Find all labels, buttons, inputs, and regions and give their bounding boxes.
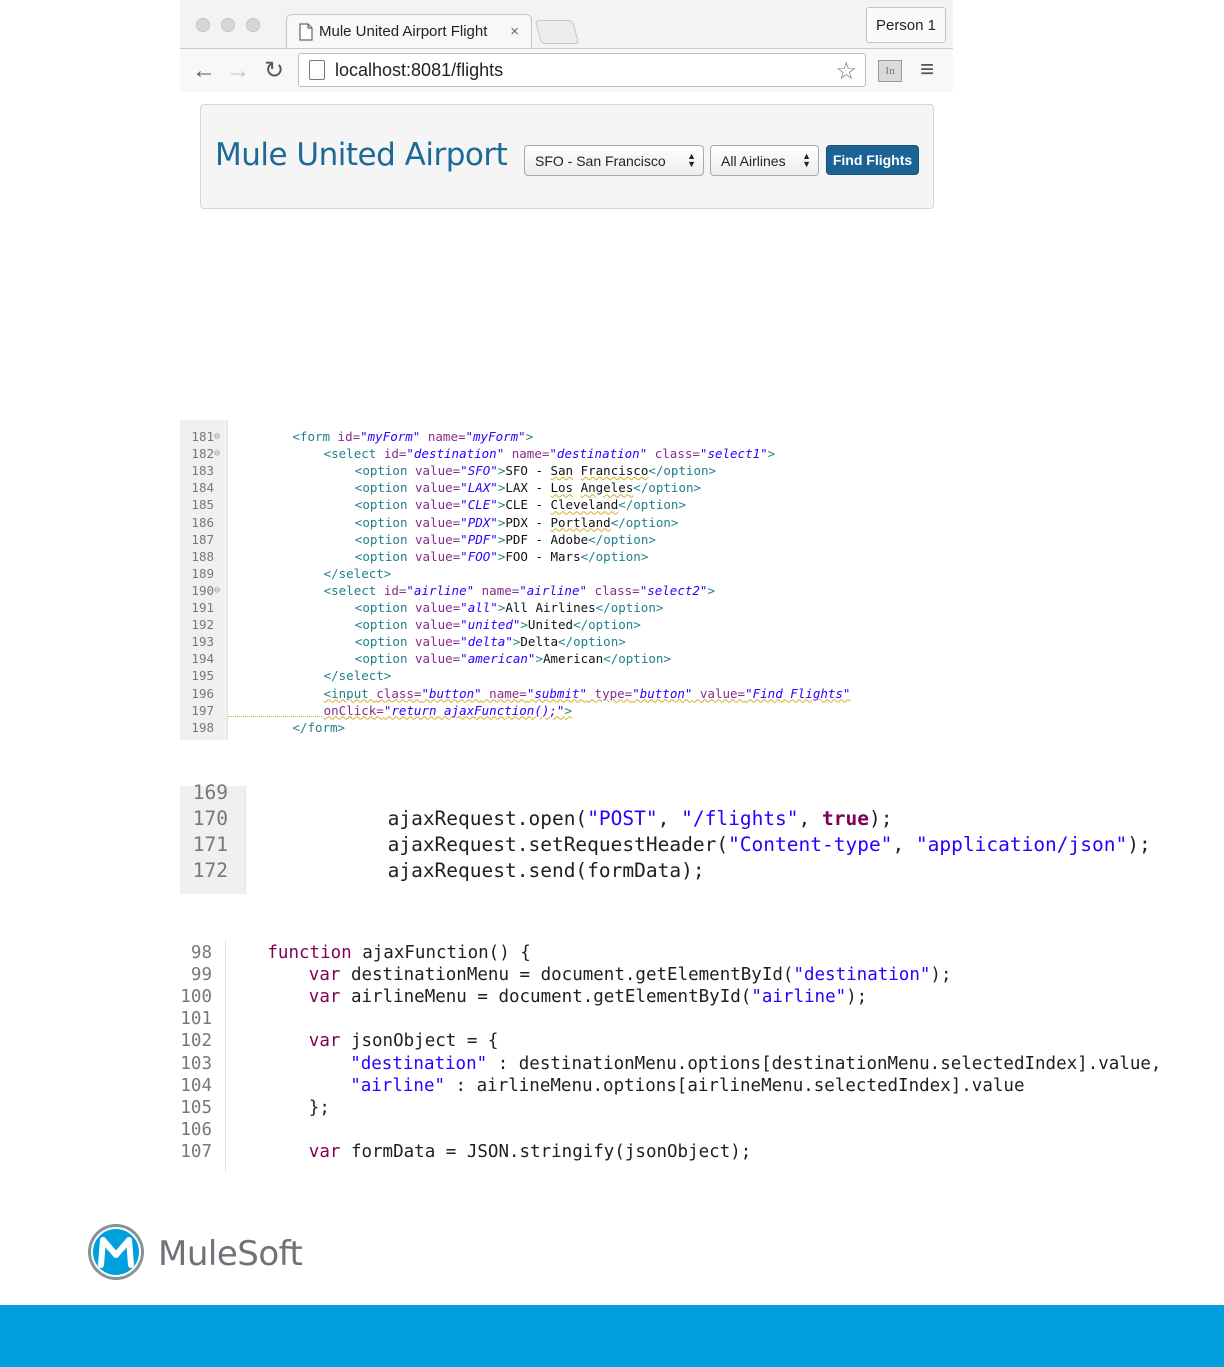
code-token: "POST" <box>587 807 658 830</box>
code-token: </select> <box>323 668 392 684</box>
code-token: </option> <box>573 617 641 633</box>
code-token: Cleveland <box>550 497 619 513</box>
code-token: </option> <box>633 480 702 496</box>
code-token: id= <box>337 429 361 444</box>
code-token: "american" <box>460 651 536 667</box>
code-token: name= <box>504 446 550 462</box>
code-token: "select2" <box>639 582 708 598</box>
line-number: 171 <box>192 833 228 856</box>
code-token: : destinationMenu.options[destinationMenu.selectedIndex].value, <box>487 1053 1162 1074</box>
hamburger-menu-icon[interactable]: ≡ <box>920 56 935 83</box>
code-token: class= <box>647 446 700 462</box>
fold-toggle-icon[interactable]: ⊖ <box>214 431 221 442</box>
code-text <box>230 548 648 565</box>
footer-bar <box>0 1305 1224 1367</box>
close-tab-icon[interactable]: × <box>510 23 519 40</box>
code-token: </form> <box>292 719 346 735</box>
code-token: > <box>767 446 776 462</box>
code-text <box>230 462 716 479</box>
code-token: <select <box>323 582 384 598</box>
page-icon <box>299 23 313 41</box>
fold-toggle-icon[interactable]: ⊖ <box>214 584 221 596</box>
line-number: 196 <box>191 685 214 701</box>
code-token: </option> <box>588 531 656 547</box>
code-token: "Content-type" <box>728 833 893 856</box>
line-number: 191 <box>191 600 214 615</box>
code-token: <option <box>354 634 416 650</box>
code-token: <option <box>354 600 416 615</box>
code-text <box>226 1030 498 1052</box>
address-bar[interactable] <box>298 53 866 87</box>
line-number: 185 <box>191 497 214 513</box>
line-number: 102 <box>180 1031 212 1052</box>
code-text <box>226 986 867 1008</box>
code-token: destinationMenu = document.getElementById( <box>340 965 794 986</box>
code-token: <option <box>354 531 416 547</box>
code-token: ajaxFunction() { <box>351 943 531 963</box>
code-token <box>573 480 581 495</box>
html-code-snippet <box>180 420 900 740</box>
code-token: > <box>520 617 528 633</box>
line-number: 99 <box>190 965 212 986</box>
code-token: "all" <box>460 600 498 615</box>
code-token: > <box>525 429 534 444</box>
code-token: <option <box>354 514 416 530</box>
select-arrows-icon: ▲ ▼ <box>687 151 696 169</box>
code-token: Angeles <box>580 480 634 496</box>
code-token: ajaxRequest.send(formData); <box>387 859 705 882</box>
line-number: 198 <box>191 719 214 735</box>
code-text <box>230 445 775 462</box>
code-text <box>226 964 952 986</box>
code-token: <select <box>323 446 384 462</box>
code-token: ajaxRequest.open( <box>387 807 588 830</box>
code-text <box>230 565 391 582</box>
code-token: formData = JSON.stringify(jsonObject); <box>340 1141 752 1162</box>
code-token: ); <box>930 965 952 986</box>
fold-toggle-icon[interactable]: ⊖ <box>214 448 221 460</box>
code-token: airlineMenu = document.getElementById( <box>340 987 752 1008</box>
close-window-icon[interactable] <box>196 18 210 32</box>
code-token: "button" <box>632 685 693 701</box>
reload-icon[interactable]: ↻ <box>264 57 285 84</box>
code-token: value= <box>415 531 461 547</box>
browser-window <box>180 0 953 92</box>
code-token: Portland <box>550 514 611 530</box>
line-number: 104 <box>180 1075 212 1096</box>
code-token: </option> <box>610 514 679 530</box>
minimize-window-icon[interactable] <box>221 18 235 32</box>
code-token: "SFO" <box>460 463 498 479</box>
line-number: 183 <box>191 463 214 479</box>
code-token: ajaxRequest.setRequestHeader( <box>387 833 729 856</box>
code-token: > <box>707 582 715 598</box>
code-token: PDX - <box>505 514 551 530</box>
line-number: 106 <box>180 1119 212 1140</box>
code-token: , <box>892 833 916 856</box>
code-token: "PDF" <box>460 531 498 547</box>
code-token: jsonObject = { <box>340 1031 499 1052</box>
new-tab-button[interactable] <box>535 20 579 44</box>
page-icon <box>309 60 325 80</box>
code-token: "airline" <box>751 987 847 1008</box>
code-token: value= <box>415 634 461 650</box>
code-token: American <box>542 651 604 667</box>
code-text <box>246 806 892 832</box>
code-token: var <box>308 1141 341 1162</box>
line-number: 187 <box>191 531 214 547</box>
destination-select[interactable] <box>524 145 704 176</box>
code-text <box>230 633 626 650</box>
line-number: 186 <box>191 514 214 530</box>
code-token: ); <box>846 987 868 1008</box>
code-text <box>230 667 391 684</box>
code-token: > <box>497 497 506 513</box>
destination-selected-value: SFO - San Francisco <box>535 152 666 169</box>
code-token: San <box>550 463 574 479</box>
code-token: SFO - <box>505 463 551 479</box>
code-text <box>230 616 641 633</box>
code-token: name= <box>481 685 527 701</box>
code-token: > <box>497 463 506 479</box>
line-number: 193 <box>191 634 214 650</box>
code-token: "LAX" <box>460 480 498 496</box>
code-text <box>230 599 663 616</box>
code-token: "airline" <box>350 1075 446 1096</box>
code-text <box>230 531 656 548</box>
line-number: 190 <box>191 582 214 598</box>
line-number: 188 <box>191 548 214 564</box>
code-token: "destination" <box>549 446 648 462</box>
code-token: name= <box>474 582 520 598</box>
code-token: All Airlines <box>505 600 596 615</box>
app-header <box>200 104 934 209</box>
code-token: FOO - Mars <box>505 548 581 564</box>
code-token: PDF - Adobe <box>505 531 589 547</box>
line-number: 181 <box>191 429 214 444</box>
code-token: "destination" <box>350 1053 488 1074</box>
code-token: value= <box>415 497 461 513</box>
code-token: > <box>497 514 506 530</box>
find-flights-button[interactable]: Find Flights <box>826 145 919 175</box>
code-text <box>246 832 1151 858</box>
code-token: CLE - <box>505 497 551 513</box>
code-token: <option <box>354 497 416 513</box>
code-text <box>226 1097 330 1119</box>
code-text <box>230 719 345 736</box>
code-token <box>573 463 581 478</box>
line-number: 189 <box>191 565 214 581</box>
code-token: "application/json" <box>915 833 1128 856</box>
arrow-right-icon[interactable]: → <box>226 57 250 84</box>
line-number: 195 <box>191 668 214 684</box>
code-token: "destination" <box>793 965 931 986</box>
code-token: United <box>527 617 574 633</box>
code-token: value= <box>415 651 461 667</box>
code-token: </option> <box>595 600 664 615</box>
code-text <box>230 514 678 531</box>
code-token: </option> <box>618 497 686 513</box>
code-token: id= <box>383 582 407 598</box>
code-text <box>226 942 531 964</box>
code-token: "united" <box>460 617 521 633</box>
code-token: <option <box>354 463 416 479</box>
line-number: 107 <box>180 1141 212 1162</box>
code-token: "select1" <box>699 446 768 462</box>
code-token: value= <box>415 514 461 530</box>
code-token: : airlineMenu.options[airlineMenu.selectedIndex].value <box>445 1075 1025 1096</box>
code-token: Delta <box>520 634 559 650</box>
app-title: Mule United Airport <box>215 137 508 173</box>
code-token: type= <box>587 685 633 701</box>
code-token: ); <box>868 807 893 830</box>
code-text <box>246 858 705 884</box>
code-token: <option <box>354 480 416 496</box>
code-token: value= <box>415 463 461 479</box>
code-token: "PDX" <box>460 514 498 530</box>
code-token: > <box>535 651 543 667</box>
code-token: var <box>308 987 341 1008</box>
ajax-code-snippet <box>180 781 1151 894</box>
code-text <box>230 650 671 667</box>
extension-icon[interactable]: In <box>878 60 902 82</box>
line-number: 182 <box>191 446 214 462</box>
code-token: onClick= <box>323 702 384 718</box>
select-arrows-icon: ▲ ▼ <box>802 151 811 169</box>
code-token: LAX - <box>505 480 551 496</box>
code-token: id= <box>383 446 407 462</box>
code-text <box>226 1141 751 1163</box>
code-token: value= <box>415 480 461 496</box>
code-token: "Find Flights" <box>745 685 851 701</box>
line-number: 184 <box>191 480 214 496</box>
code-text <box>230 582 715 599</box>
code-token: class= <box>376 685 422 701</box>
code-token: true <box>822 807 869 830</box>
code-token: <input <box>323 685 377 701</box>
code-token: </option> <box>580 548 649 564</box>
code-token: <option <box>354 617 416 633</box>
code-token: "submit" <box>526 685 588 701</box>
code-token: <option <box>354 651 416 667</box>
code-token: Francisco <box>580 463 649 479</box>
code-text <box>226 1075 1025 1097</box>
indent-guide <box>228 716 322 717</box>
airline-select[interactable] <box>710 145 819 176</box>
code-token: "button" <box>421 685 482 701</box>
code-token: "destination" <box>406 446 505 462</box>
code-token: "return ajaxFunction();" <box>383 702 565 718</box>
line-number: 169 <box>192 781 228 804</box>
line-number: 103 <box>180 1053 212 1074</box>
url-text: localhost:8081/flights <box>335 59 504 80</box>
code-token: <option <box>354 548 416 564</box>
navigation-bar <box>180 48 953 92</box>
browser-tab[interactable] <box>286 14 532 48</box>
code-token: </option> <box>558 634 626 650</box>
maximize-window-icon[interactable] <box>246 18 260 32</box>
code-token: "FOO" <box>460 548 498 564</box>
line-number: 197 <box>191 702 214 718</box>
code-token: value= <box>415 617 461 633</box>
code-token: class= <box>587 582 640 598</box>
line-number: 194 <box>191 651 214 667</box>
code-token: > <box>512 634 521 650</box>
mulesoft-logo-icon <box>86 1222 146 1282</box>
line-number: 105 <box>180 1097 212 1118</box>
code-token: > <box>497 531 506 547</box>
line-number: 170 <box>192 807 228 830</box>
profile-button[interactable]: Person 1 <box>866 7 946 43</box>
code-token: value= <box>415 548 461 564</box>
airline-selected-value: All Airlines <box>721 152 786 169</box>
code-token: "airline" <box>406 582 475 598</box>
code-text <box>230 685 850 702</box>
code-token: "delta" <box>460 634 513 650</box>
code-token: name= <box>420 429 466 444</box>
code-token: "CLE" <box>460 497 498 513</box>
function-code-snippet <box>180 940 1190 1172</box>
code-token: "myForm" <box>465 429 526 444</box>
code-token: > <box>497 548 506 564</box>
arrow-left-icon[interactable]: ← <box>192 57 216 84</box>
brand-name: MuleSoft <box>158 1234 303 1274</box>
code-token: ); <box>1127 833 1151 856</box>
line-number: 101 <box>180 1009 212 1030</box>
code-text <box>230 428 533 445</box>
code-token: , <box>657 807 682 830</box>
star-icon[interactable]: ☆ <box>835 58 857 85</box>
line-number: 192 <box>191 617 214 633</box>
code-token: </select> <box>323 565 392 581</box>
code-token: <form <box>292 429 338 444</box>
code-token: "/flights" <box>681 807 799 830</box>
code-token: var <box>308 1031 341 1052</box>
line-number: 100 <box>180 987 212 1008</box>
code-token: Los <box>550 480 574 496</box>
code-token: "airline" <box>519 582 588 598</box>
code-token: value= <box>692 685 746 701</box>
code-text <box>230 496 686 513</box>
code-token: </option> <box>603 651 671 667</box>
code-token: value= <box>415 600 461 615</box>
code-token: > <box>497 600 506 615</box>
line-number: 172 <box>192 859 228 882</box>
code-token: }; <box>308 1097 330 1118</box>
code-token: var <box>308 965 341 986</box>
code-token: > <box>564 702 572 718</box>
code-text <box>226 1053 1161 1075</box>
code-token: , <box>798 807 823 830</box>
tab-title: Mule United Airport Flight <box>319 23 488 40</box>
code-text <box>230 479 701 496</box>
code-token: </option> <box>648 463 717 479</box>
code-token: > <box>497 480 506 496</box>
code-token: "myForm" <box>360 429 421 444</box>
line-number: 98 <box>190 943 212 963</box>
code-token: function <box>267 943 352 963</box>
